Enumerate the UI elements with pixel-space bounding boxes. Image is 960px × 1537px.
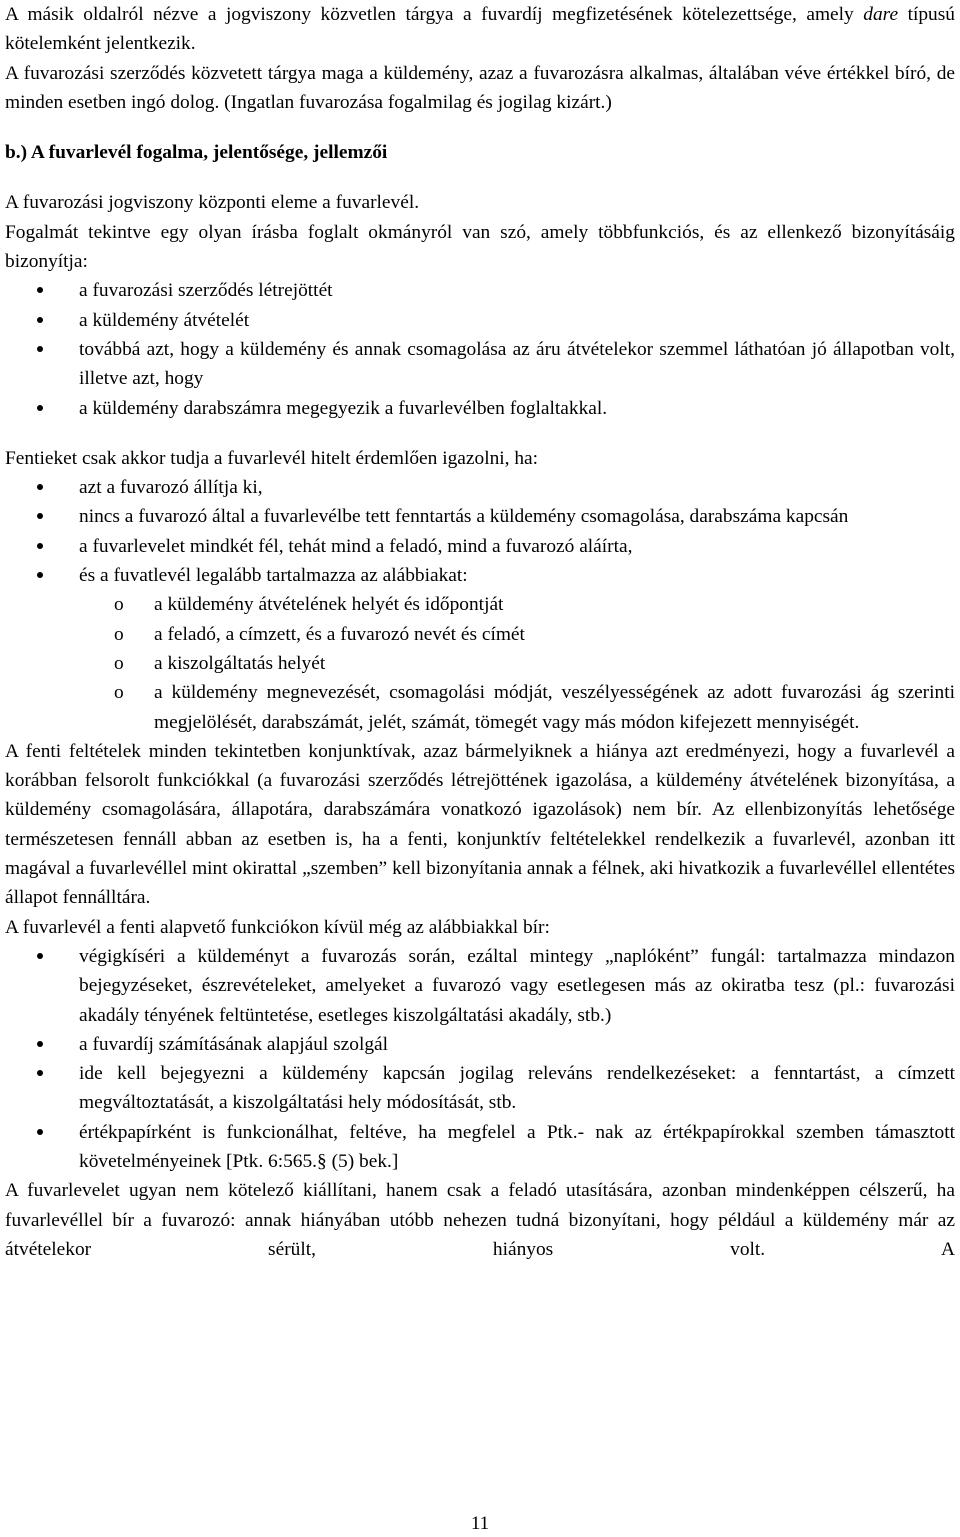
list-item: ide kell bejegyezni a küldemény kapcsán jogilag releváns rendelkezéseket: a fenntartást, a címzett megváltoztatását, a kiszolgáltatási hely módosítását, stb. xyxy=(5,1059,955,1118)
sublist-marker: o xyxy=(114,594,124,616)
sublist-marker: o xyxy=(114,682,124,704)
sublist-marker: o xyxy=(114,652,124,674)
sublist-item: o a küldemény átvételének helyét és időpontját xyxy=(5,590,955,619)
page-number: 11 xyxy=(470,1513,490,1534)
list-item: értékpapírként is funkcionálhat, feltéve, ha megfelel a Ptk.- nak az értékpapírokkal szemben támasztott követelményeinek [Ptk. 6:565.§ (5) bek.] xyxy=(5,1118,955,1177)
sublist-item: o a kiszolgáltatás helyét xyxy=(5,649,955,678)
paragraph-4: Fogalmát tekintve egy olyan írásba foglalt okmányról van szó, amely többfunkciós, és az ellenkező bizonyításáig bizonyítja: xyxy=(5,221,955,273)
paragraph-6: A fenti feltételek minden tekintetben konjunktívak, azaz bármelyiknek a hiánya azt eredményezi, hogy a fuvarlevél a korábban felsorolt funkciókkal (a fuvarozási szerződés létrejöttének igazolása, a küldemény átvételének bizonyítása, a küldemény csomagolására, állapotára, darabszámára vonatkozó igazolások) nem bír. Az ellenbizonyítás lehetősége természetesen fennáll abban az esetben is, ha a fenti, konjunktív feltételekkel rendelkezik a fuvarlevél, azonban itt magával a fuvarlevéllel mint okirattal „szemben” kell bizonyítania annak a félnek, aki hivatkozik a fuvarlevéllel ellentétes állapot fennálltára. xyxy=(5,740,955,909)
list-item: a küldemény átvételét xyxy=(5,306,955,335)
paragraph-5: Fentieket csak akkor tudja a fuvarlevél hitelt érdemlően igazolni, ha: xyxy=(5,447,539,469)
list-item: a küldemény darabszámra megegyezik a fuvarlevélben foglaltakkal. xyxy=(5,394,955,423)
list-functions xyxy=(5,942,955,1176)
list-item: azt a fuvarozó állítja ki, xyxy=(5,473,955,502)
document-page xyxy=(5,0,955,1264)
paragraph-3: A fuvarozási jogviszony központi eleme a fuvarlevél. xyxy=(5,192,420,214)
list-item: a fuvardíj számításának alapjául szolgál xyxy=(5,1030,955,1059)
sublist-item: o a küldemény megnevezését, csomagolási módját, veszélyességének az adott fuvarozási ág szerinti megjelölését, darabszámát, jelét, számát, tömegét vagy más módon kifejezett mennyiségét. xyxy=(5,678,955,737)
sublist-contents xyxy=(5,590,955,736)
paragraph-7: A fuvarlevél a fenti alapvető funkciókon kívül még az alábbiakkal bír: xyxy=(5,916,550,938)
sublist-item: o a feladó, a címzett, és a fuvarozó nevét és címét xyxy=(5,620,955,649)
paragraph-1: A másik oldalról nézve a jogviszony közvetlen tárgya a fuvardíj megfizetésének kötelezettsége, amely dare típusú kötelemként jelentkezik. xyxy=(5,4,955,55)
paragraph-2: A fuvarozási szerződés közvetett tárgya maga a küldemény, azaz a fuvarozásra alkalmas, általában véve értékkel bíró, de minden esetben ingó dolog. (Ingatlan fuvarozása fogalmilag és jogilag kizárt.) xyxy=(5,62,955,113)
list-item: továbbá azt, hogy a küldemény és annak csomagolása az áru átvételekor szemmel láthatóan jó állapotban volt, illetve azt, hogy xyxy=(5,335,955,394)
list-item: és a fuvatlevél legalább tartalmazza az alábbiakat: xyxy=(5,561,955,590)
italic-term: dare xyxy=(863,4,899,25)
list-item: a fuvarlevelet mindkét fél, tehát mind a feladó, mind a fuvarozó aláírta, xyxy=(5,532,955,561)
list-item: végigkíséri a küldeményt a fuvarozás során, ezáltal mintegy „naplóként” fungál: tartalmazza mindazon bejegyzéseket, észrevételeket, amelyeket a fuvarozó vagy esetlegesen más az okiratba tesz (pl.: fuvarozási akadály tényének feltüntetése, esetleges kiszolgáltatási akadály, stb.) xyxy=(5,942,955,1030)
paragraph-8: A fuvarlevelet ugyan nem kötelező kiállítani, hanem csak a feladó utasítására, azonban mindenképpen célszerű, ha fuvarlevéllel bír a fuvarozó: annak hiányában utóbb nehezen tudná bizonyítani, hogy például a küldemény már az átvételekor sérült, hiányos volt. A xyxy=(5,1180,955,1260)
list-item: a fuvarozási szerződés létrejöttét xyxy=(5,276,955,305)
list-conditions xyxy=(5,473,955,590)
sublist-marker: o xyxy=(114,623,124,645)
list-proves xyxy=(5,276,955,422)
section-heading: b.) A fuvarlevél fogalma, jelentősége, jellemzői xyxy=(5,142,388,164)
list-item: nincs a fuvarozó által a fuvarlevélbe tett fenntartás a küldemény csomagolása, darabszáma kapcsán xyxy=(5,502,955,531)
